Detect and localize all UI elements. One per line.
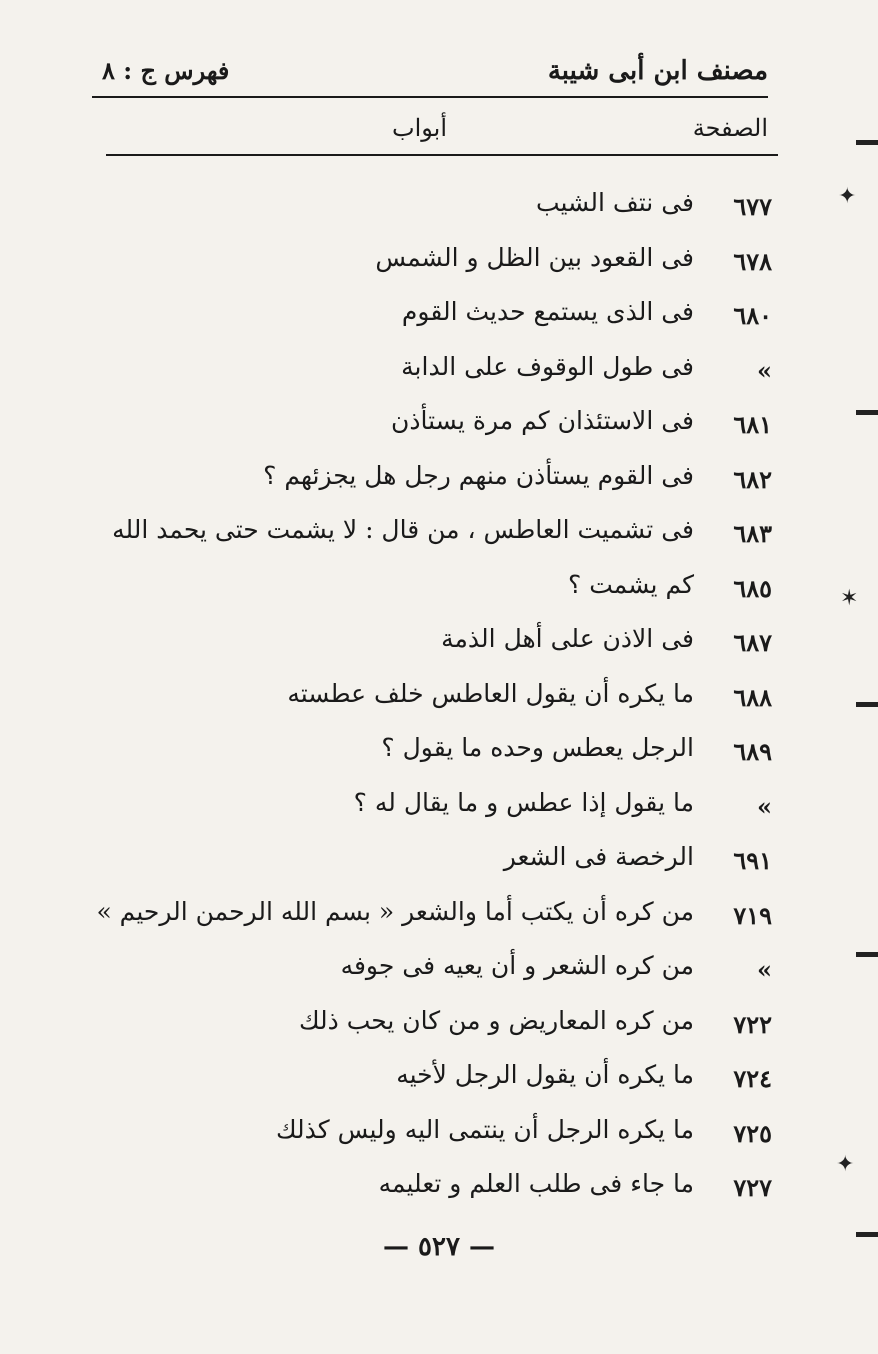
index-entry — [150, 1111, 778, 1166]
entry-chapter-title: ما يكره الرجل أن ينتمى اليه وليس كذلك — [275, 1114, 694, 1144]
index-entry — [112, 511, 778, 566]
page-number: — ٥٢٧ — — [382, 1232, 496, 1262]
entry-chapter-title: من كره الشعر و أن يعيه فى جوفه — [340, 951, 694, 980]
entry-page-number: ٦٨٨ — [733, 682, 772, 712]
entry-chapter-title: فى الاستئذان كم مرة يستأذن — [391, 406, 694, 435]
column-headers — [106, 104, 778, 156]
entry-chapter-title: ما يقول إذا عطس و ما يقال له ؟ — [353, 787, 694, 817]
entry-chapter-title: فى الاذن على أهل الذمة — [441, 624, 694, 653]
index-entry — [150, 620, 778, 675]
entry-chapter-title: كم يشمت ؟ — [568, 569, 694, 599]
entry-page-number: ٦٨٠ — [733, 301, 772, 330]
entry-page-number: ٦٨١ — [733, 410, 772, 439]
entry-page-number: ٧٢٢ — [733, 1009, 772, 1039]
entry-page-number: ٦٨٣ — [733, 519, 772, 548]
index-entry — [150, 457, 778, 512]
index-entry — [150, 1056, 778, 1111]
edge-tick — [856, 140, 878, 145]
chapters-column-label: أبواب — [392, 114, 448, 142]
entry-chapter-title: ما يكره أن يقول العاطس خلف عطسته — [287, 678, 694, 708]
entry-chapter-title: الرخصة فى الشعر — [503, 842, 694, 871]
index-entry — [150, 402, 778, 457]
entry-page-number: ٦٨٥ — [733, 573, 772, 603]
entry-chapter-title: من كره المعاريض و من كان يحب ذلك — [298, 1005, 694, 1035]
entry-chapter-title: فى القوم يستأذن منهم رجل هل يجزئهم ؟ — [263, 460, 694, 490]
index-entry — [150, 1165, 778, 1220]
index-entry — [150, 184, 778, 239]
entry-page-number: » — [757, 355, 772, 385]
entry-chapter-title: ما يكره أن يقول الرجل لأخيه — [396, 1060, 694, 1089]
entry-page-number: ٦٨٢ — [733, 464, 772, 494]
entry-page-number: ٧٢٤ — [733, 1064, 772, 1093]
entry-page-number: ٦٨٧ — [733, 628, 772, 657]
entry-page-number: ٦٧٨ — [733, 246, 772, 276]
running-header — [92, 52, 768, 98]
margin-star-mark: ✦ — [838, 184, 857, 209]
edge-tick — [856, 702, 878, 707]
entry-chapter-title: فى نتف الشيب — [535, 188, 694, 217]
entry-page-number: ٦٩١ — [733, 846, 772, 875]
entry-page-number: ٦٧٧ — [733, 192, 772, 221]
entry-chapter-title: فى طول الوقوف على الدابة — [401, 351, 694, 381]
entry-page-number: ٦٨٩ — [733, 737, 772, 766]
entry-chapter-title: فى القعود بين الظل و الشمس — [375, 242, 694, 272]
index-entry — [150, 293, 778, 348]
entry-chapter-title: فى تشميت العاطس ، من قال : لا يشمت حتى يحمد الله — [112, 515, 694, 544]
edge-tick — [856, 410, 878, 415]
margin-star-mark: ✦ — [836, 1152, 855, 1177]
page-column-label: الصفحة — [692, 114, 768, 142]
index-entry — [150, 838, 778, 893]
index-entry — [150, 566, 778, 621]
margin-star-mark: ✶ — [840, 586, 859, 611]
edge-tick — [856, 952, 878, 957]
entry-page-number: ٧١٩ — [733, 900, 772, 930]
entry-chapter-title: من كره أن يكتب أما والشعر « بسم الله الرحمن الرحيم » — [96, 896, 694, 926]
index-entry — [150, 947, 778, 1002]
book-title: مصنف ابن أبى شيبة — [547, 56, 768, 86]
edge-tick — [856, 1232, 878, 1237]
index-entry — [150, 729, 778, 784]
index-entry — [150, 784, 778, 839]
index-entry — [96, 893, 778, 948]
entry-chapter-title: فى الذى يستمع حديث القوم — [401, 297, 694, 326]
entry-chapter-title: الرجل يعطس وحده ما يقول ؟ — [381, 733, 694, 762]
index-entry — [150, 675, 778, 730]
index-entry — [150, 239, 778, 294]
index-volume-label: فهرس ج : ٨ — [102, 56, 230, 85]
index-entries-list — [96, 184, 778, 1220]
entry-page-number: ٧٢٧ — [733, 1173, 772, 1202]
index-entry — [150, 1002, 778, 1057]
entry-chapter-title: ما جاء فى طلب العلم و تعليمه — [378, 1169, 694, 1198]
entry-page-number: ٧٢٥ — [733, 1118, 772, 1148]
index-entry — [150, 348, 778, 403]
entry-page-number: » — [757, 955, 772, 984]
entry-page-number: » — [757, 791, 772, 821]
